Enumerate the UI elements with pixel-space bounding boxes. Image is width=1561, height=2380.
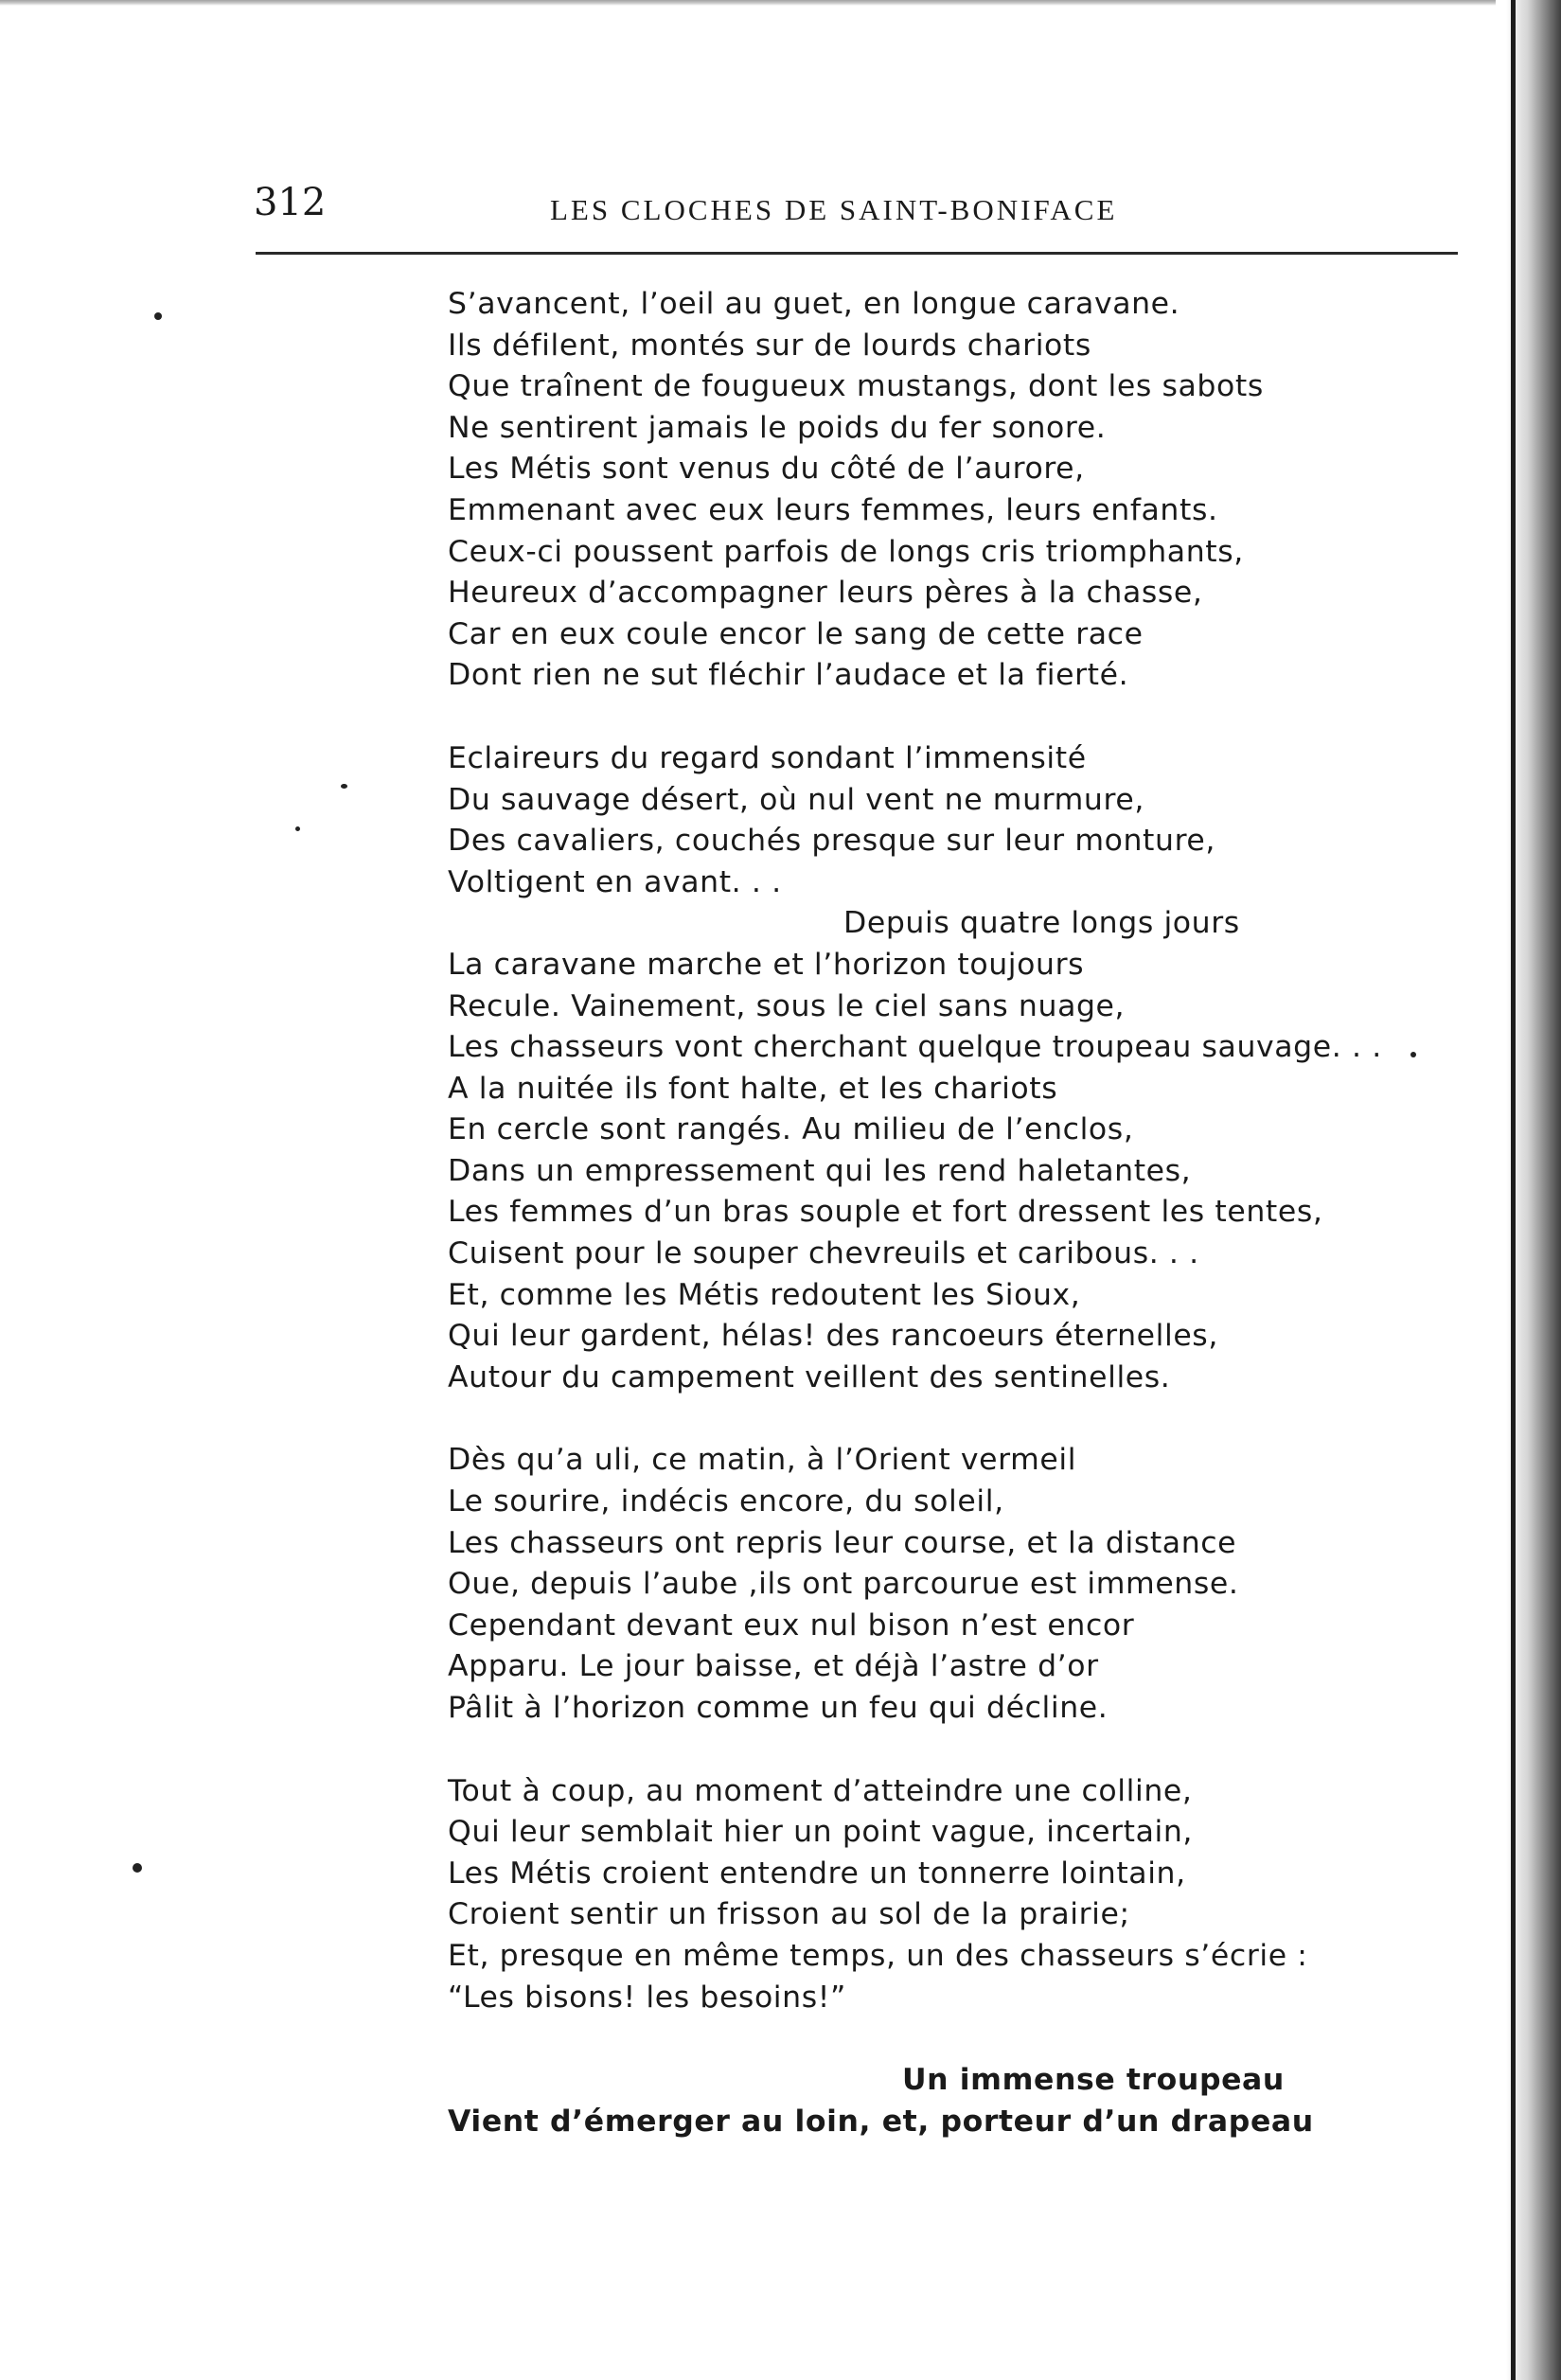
verse-line: Les chasseurs ont repris leur course, et la distance (448, 1525, 1237, 1560)
scan-speck (154, 312, 162, 320)
verse-line: Dès qu’a uli, ce matin, à l’Orient vermeil (448, 1443, 1077, 1478)
verse-line: Oue, depuis l’aube ,ils ont parcourue est immense. (448, 1567, 1239, 1602)
verse-line: Cependant devant eux nul bison n’est encor (448, 1607, 1135, 1643)
verse-line: Car en eux coule encor le sang de cette race (448, 616, 1144, 651)
verse-line: Les femmes d’un bras souple et fort dressent les tentes, (448, 1195, 1323, 1230)
verse-line: La caravane marche et l’horizon toujours (448, 947, 1085, 982)
scan-speck (295, 826, 300, 831)
verse-line: Voltigent en avant. . . (448, 864, 782, 899)
verse-line: Les Métis sont venus du côté de l’aurore, (448, 452, 1085, 487)
verse-line: Croient sentir un frisson au sol de la prairie; (448, 1897, 1130, 1932)
scan-speck (1410, 1052, 1416, 1057)
stanza (448, 2060, 1432, 2142)
verse-line: “Les bisons! les besoins!” (448, 1980, 846, 2015)
verse-line: Le sourire, indécis encore, du soleil, (448, 1484, 1004, 1519)
verse-line: Cuisent pour le souper chevreuils et caribous. . . (448, 1236, 1199, 1271)
verse-line: Des cavaliers, couchés presque sur leur monture, (448, 824, 1216, 859)
verse-line: Du sauvage désert, où nul vent ne murmure, (448, 782, 1144, 817)
verse-line-continuation: Depuis quatre longs jours (843, 906, 1240, 941)
verse-line: S’avancent, l’oeil au guet, en longue caravane. (448, 287, 1180, 321)
page-number: 312 (254, 181, 327, 224)
verse-line: Dans un empressement qui les rend haletantes, (448, 1153, 1192, 1188)
page-binding-line (1511, 0, 1516, 2380)
verse-line: Eclaireurs du regard sondant l’immensité (448, 740, 1087, 775)
verse-line: Que traînent de fougueux mustangs, dont les sabots (448, 369, 1264, 404)
verse-line: Et, comme les Métis redoutent les Sioux, (448, 1277, 1081, 1312)
verse-line: Les Métis croient entendre un tonnerre lointain, (448, 1856, 1186, 1891)
scan-speck (133, 1863, 142, 1873)
page-top-edge (0, 0, 1496, 6)
poem-body (448, 284, 1432, 2184)
header-rule (256, 252, 1458, 255)
verse-line: Vient d’émerger au loin, et, porteur d’un drapeau (448, 2104, 1314, 2139)
verse-line: Autour du campement veillent des sentinelles. (448, 1359, 1171, 1394)
verse-line: Et, presque en même temps, un des chasseurs s’écrie : (448, 1938, 1308, 1973)
stanza (448, 738, 1432, 1399)
verse-line: Apparu. Le jour baisse, et déjà l’astre d’or (448, 1649, 1099, 1684)
stanza (448, 1771, 1432, 2019)
verse-line: Heureux d’accompagner leurs pères à la chasse, (448, 576, 1203, 611)
verse-line: Recule. Vainement, sous le ciel sans nuage, (448, 988, 1126, 1023)
verse-line: Ceux-ci poussent parfois de longs cris triomphants, (448, 534, 1244, 569)
scan-speck (341, 784, 347, 789)
verse-line: Qui leur gardent, hélas! des rancoeurs éternelles, (448, 1319, 1218, 1354)
verse-line: Pâlit à l’horizon comme un feu qui décline. (448, 1691, 1109, 1725)
verse-line: Qui leur semblait hier un point vague, incertain, (448, 1815, 1194, 1850)
verse-line: Emmenant avec eux leurs femmes, leurs enfants. (448, 492, 1218, 527)
verse-line-continuation: Un immense troupeau (902, 2063, 1285, 2098)
verse-line: A la nuitée ils font halte, et les chariots (448, 1071, 1058, 1106)
verse-line: Ils défilent, montés sur de lourds chariots (448, 328, 1091, 363)
running-title: LES CLOCHES DE SAINT-BONIFACE (550, 193, 1118, 226)
verse-line: Dont rien ne sut fléchir l’audace et la fierté. (448, 658, 1129, 693)
verse-line: En cercle sont rangés. Au milieu de l’enclos, (448, 1112, 1134, 1147)
stanza (448, 1440, 1432, 1729)
verse-line: Les chasseurs vont cherchant quelque troupeau sauvage. . . (448, 1030, 1382, 1065)
stanza (448, 284, 1432, 697)
verse-line: Tout à coup, au moment d’atteindre une colline, (448, 1773, 1193, 1808)
running-header (254, 180, 1200, 237)
verse-line: Ne sentirent jamais le poids du fer sonore. (448, 410, 1107, 445)
